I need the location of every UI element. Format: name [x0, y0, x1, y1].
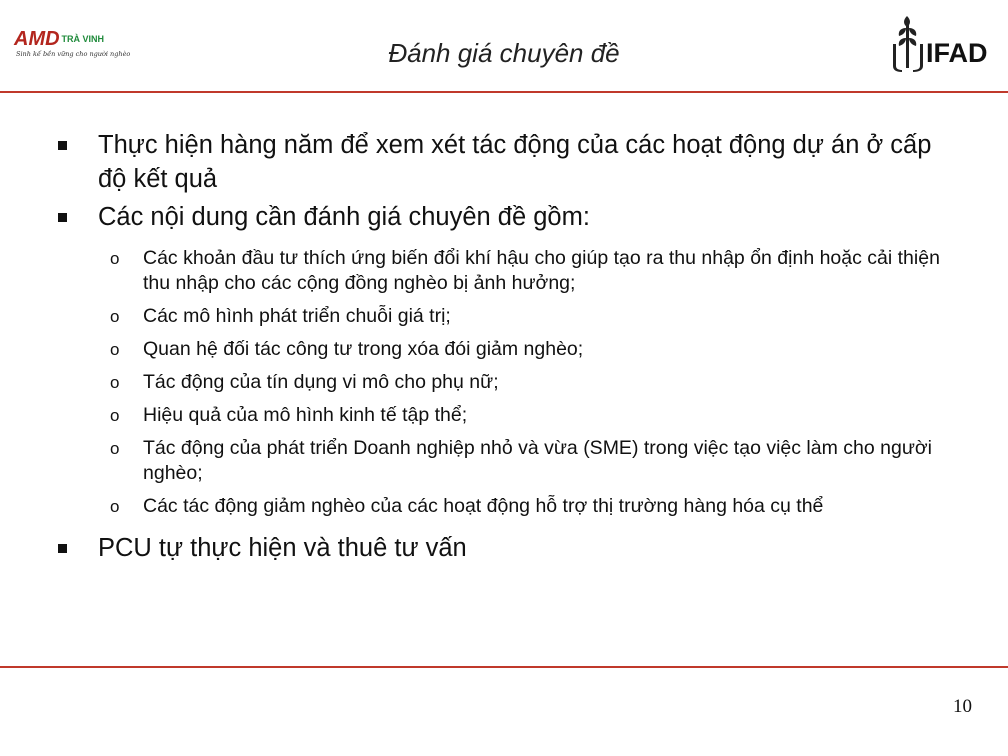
slide-content	[58, 128, 958, 569]
square-bullet-icon	[58, 141, 67, 150]
amd-logo-tagline: Sinh kế bền vững cho người nghèo	[16, 50, 131, 58]
sub-bullet-item	[58, 436, 958, 486]
circle-bullet-icon: o	[110, 439, 120, 458]
footer-divider	[0, 666, 1008, 668]
circle-bullet-icon: o	[110, 307, 120, 326]
bullet-item	[58, 128, 958, 196]
sub-bullet-item	[58, 370, 958, 395]
sub-bullet-text: Tác động của tín dụng vi mô cho phụ nữ;	[143, 371, 499, 393]
sub-bullet-item	[58, 403, 958, 428]
bullet-text: PCU tự thực hiện và thuê tư vấn	[98, 534, 467, 562]
circle-bullet-icon: o	[110, 373, 120, 392]
bullet-text: Thực hiện hàng năm để xem xét tác động của các hoạt động dự án ở cấp độ kết quả	[98, 131, 932, 193]
circle-bullet-icon: o	[110, 406, 120, 425]
circle-bullet-icon: o	[110, 249, 120, 268]
sub-bullet-item	[58, 337, 958, 362]
square-bullet-icon	[58, 544, 67, 553]
amd-logo-text: AMD	[14, 28, 60, 50]
bullet-item	[58, 200, 958, 234]
sub-bullet-text: Quan hệ đối tác công tư trong xóa đói giảm nghèo;	[143, 338, 584, 360]
circle-bullet-icon: o	[110, 497, 120, 516]
sub-bullet-text: Các khoản đầu tư thích ứng biến đổi khí hậu cho giúp tạo ra thu nhập ổn định hoặc cải thiện thu nhập cho các cộng đồng nghèo bị ảnh hưởng;	[143, 247, 940, 294]
ifad-logo	[890, 14, 1000, 74]
sub-bullet-text: Tác động của phát triển Doanh nghiệp nhỏ và vừa (SME) trong việc tạo việc làm cho người nghèo;	[143, 437, 932, 484]
slide-title: Đánh giá chuyên đề	[388, 38, 620, 68]
sub-bullet-text: Hiệu quả của mô hình kinh tế tập thể;	[143, 404, 468, 426]
sub-bullet-item	[58, 304, 958, 329]
sub-bullet-text: Các mô hình phát triển chuỗi giá trị;	[143, 305, 451, 327]
slide-header	[0, 0, 1008, 92]
ifad-logo-text: IFAD	[926, 38, 988, 68]
sub-bullet-item	[58, 494, 958, 519]
page-number: 10	[953, 696, 972, 717]
bullet-text: Các nội dung cần đánh giá chuyên đề gồm:	[98, 203, 590, 231]
square-bullet-icon	[58, 213, 67, 222]
bullet-item	[58, 531, 958, 565]
sub-bullet-text: Các tác động giảm nghèo của các hoạt động hỗ trợ thị trường hàng hóa cụ thể	[143, 495, 824, 517]
circle-bullet-icon: o	[110, 340, 120, 359]
wheat-icon	[890, 14, 926, 72]
amd-logo-subtext: TRÀ VINH	[61, 34, 105, 44]
header-divider	[0, 91, 1008, 93]
sub-bullet-list	[58, 246, 958, 519]
sub-bullet-item	[58, 246, 958, 296]
